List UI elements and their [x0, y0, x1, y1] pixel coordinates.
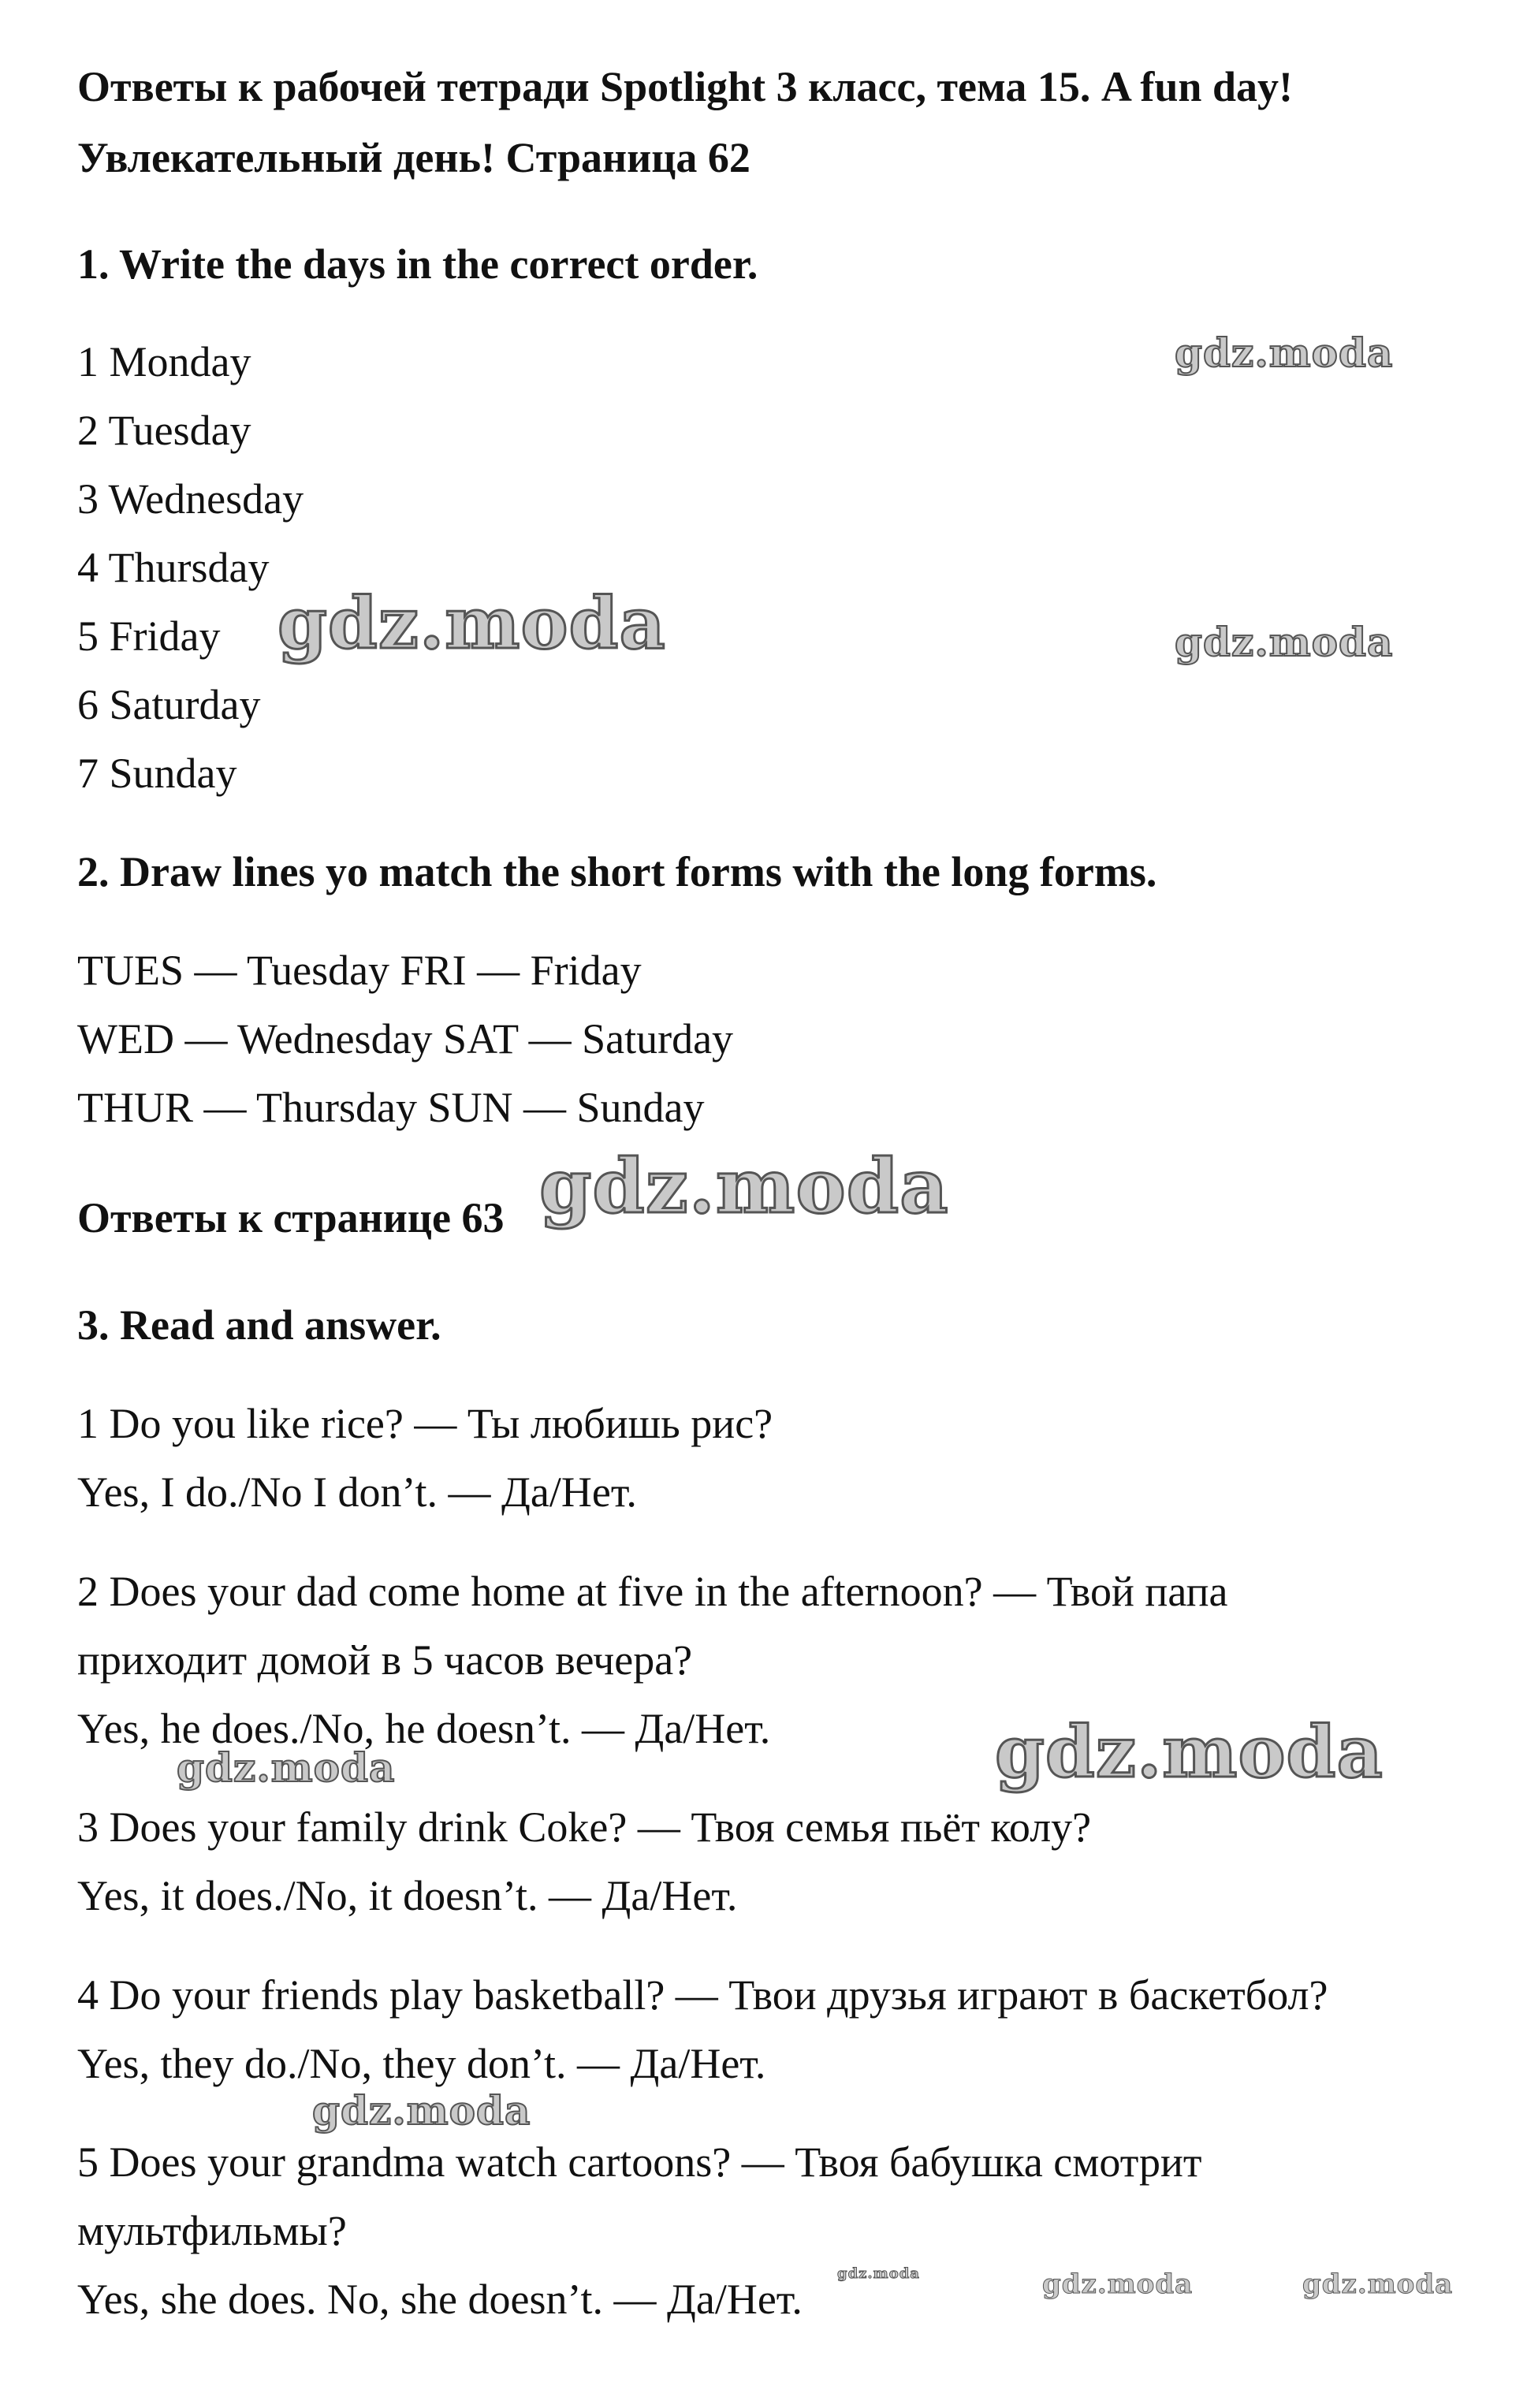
day-item: 3 Wednesday — [77, 475, 304, 523]
question-4: 4 Do your friends play basketball? — Твои друзья играют в баскетбол? — [77, 1971, 1328, 2019]
answer-3: Yes, it does./No, it doesn’t. — Да/Нет. — [77, 1872, 738, 1919]
watermark-logo: gdz.moda — [312, 2087, 531, 2134]
task2-title: 2. Draw lines yo match the short forms with the long forms. — [77, 848, 1157, 895]
page63-heading: Ответы к странице 63 — [77, 1194, 505, 1241]
answer-1: Yes, I do./No I don’t. — Да/Нет. — [77, 1468, 637, 1516]
watermark-logo: gdz.moda — [277, 582, 666, 665]
question-1: 1 Do you like rice? — Ты любишь рис? — [77, 1400, 773, 1447]
watermark-logo: gdz.moda — [539, 1143, 949, 1230]
page-title-line-2: Увлекательный день! Страница 62 — [77, 134, 750, 181]
day-item: 6 Saturday — [77, 681, 261, 728]
question-2-line-2: приходит домой в 5 часов вечера? — [77, 1636, 693, 1684]
day-item: 5 Friday — [77, 612, 221, 660]
watermark-logo: gdz.moda — [995, 1710, 1384, 1794]
answer-5: Yes, she does. No, she doesn’t. — Да/Нет. — [77, 2276, 803, 2323]
task1-title: 1. Write the days in the correct order. — [77, 240, 758, 288]
day-item: 2 Tuesday — [77, 407, 251, 454]
match-line: WED — Wednesday SAT — Saturday — [77, 1015, 734, 1063]
match-line: THUR — Thursday SUN — Sunday — [77, 1084, 705, 1131]
day-item: 7 Sunday — [77, 750, 237, 797]
watermark-logo: gdz.moda — [177, 1744, 396, 1791]
answer-4: Yes, they do./No, they don’t. — Да/Нет. — [77, 2040, 766, 2087]
watermark-logo: gdz.moda — [1042, 2268, 1194, 2300]
watermark-logo: gdz.moda — [1302, 2268, 1454, 2300]
day-item: 4 Thursday — [77, 544, 270, 591]
task3-title: 3. Read and answer. — [77, 1301, 441, 1349]
question-2-line-1: 2 Does your dad come home at five in the afternoon? — Твой папа — [77, 1568, 1228, 1615]
watermark-logo: gdz.moda — [1175, 329, 1394, 376]
watermark-logo: gdz.moda — [837, 2265, 920, 2282]
question-5-line-1: 5 Does your grandma watch cartoons? — Твоя бабушка смотрит — [77, 2138, 1202, 2186]
match-line: TUES — Tuesday FRI — Friday — [77, 947, 642, 994]
question-5-line-2: мультфильмы? — [77, 2207, 347, 2254]
day-item: 1 Monday — [77, 338, 251, 385]
watermark-logo: gdz.moda — [1175, 619, 1394, 665]
question-3: 3 Does your family drink Coke? — Твоя семья пьёт колу? — [77, 1803, 1092, 1851]
page-title-line-1: Ответы к рабочей тетради Spotlight 3 класс, тема 15. A fun day! — [77, 63, 1293, 110]
answer-2: Yes, he does./No, he doesn’t. — Да/Нет. — [77, 1705, 771, 1752]
